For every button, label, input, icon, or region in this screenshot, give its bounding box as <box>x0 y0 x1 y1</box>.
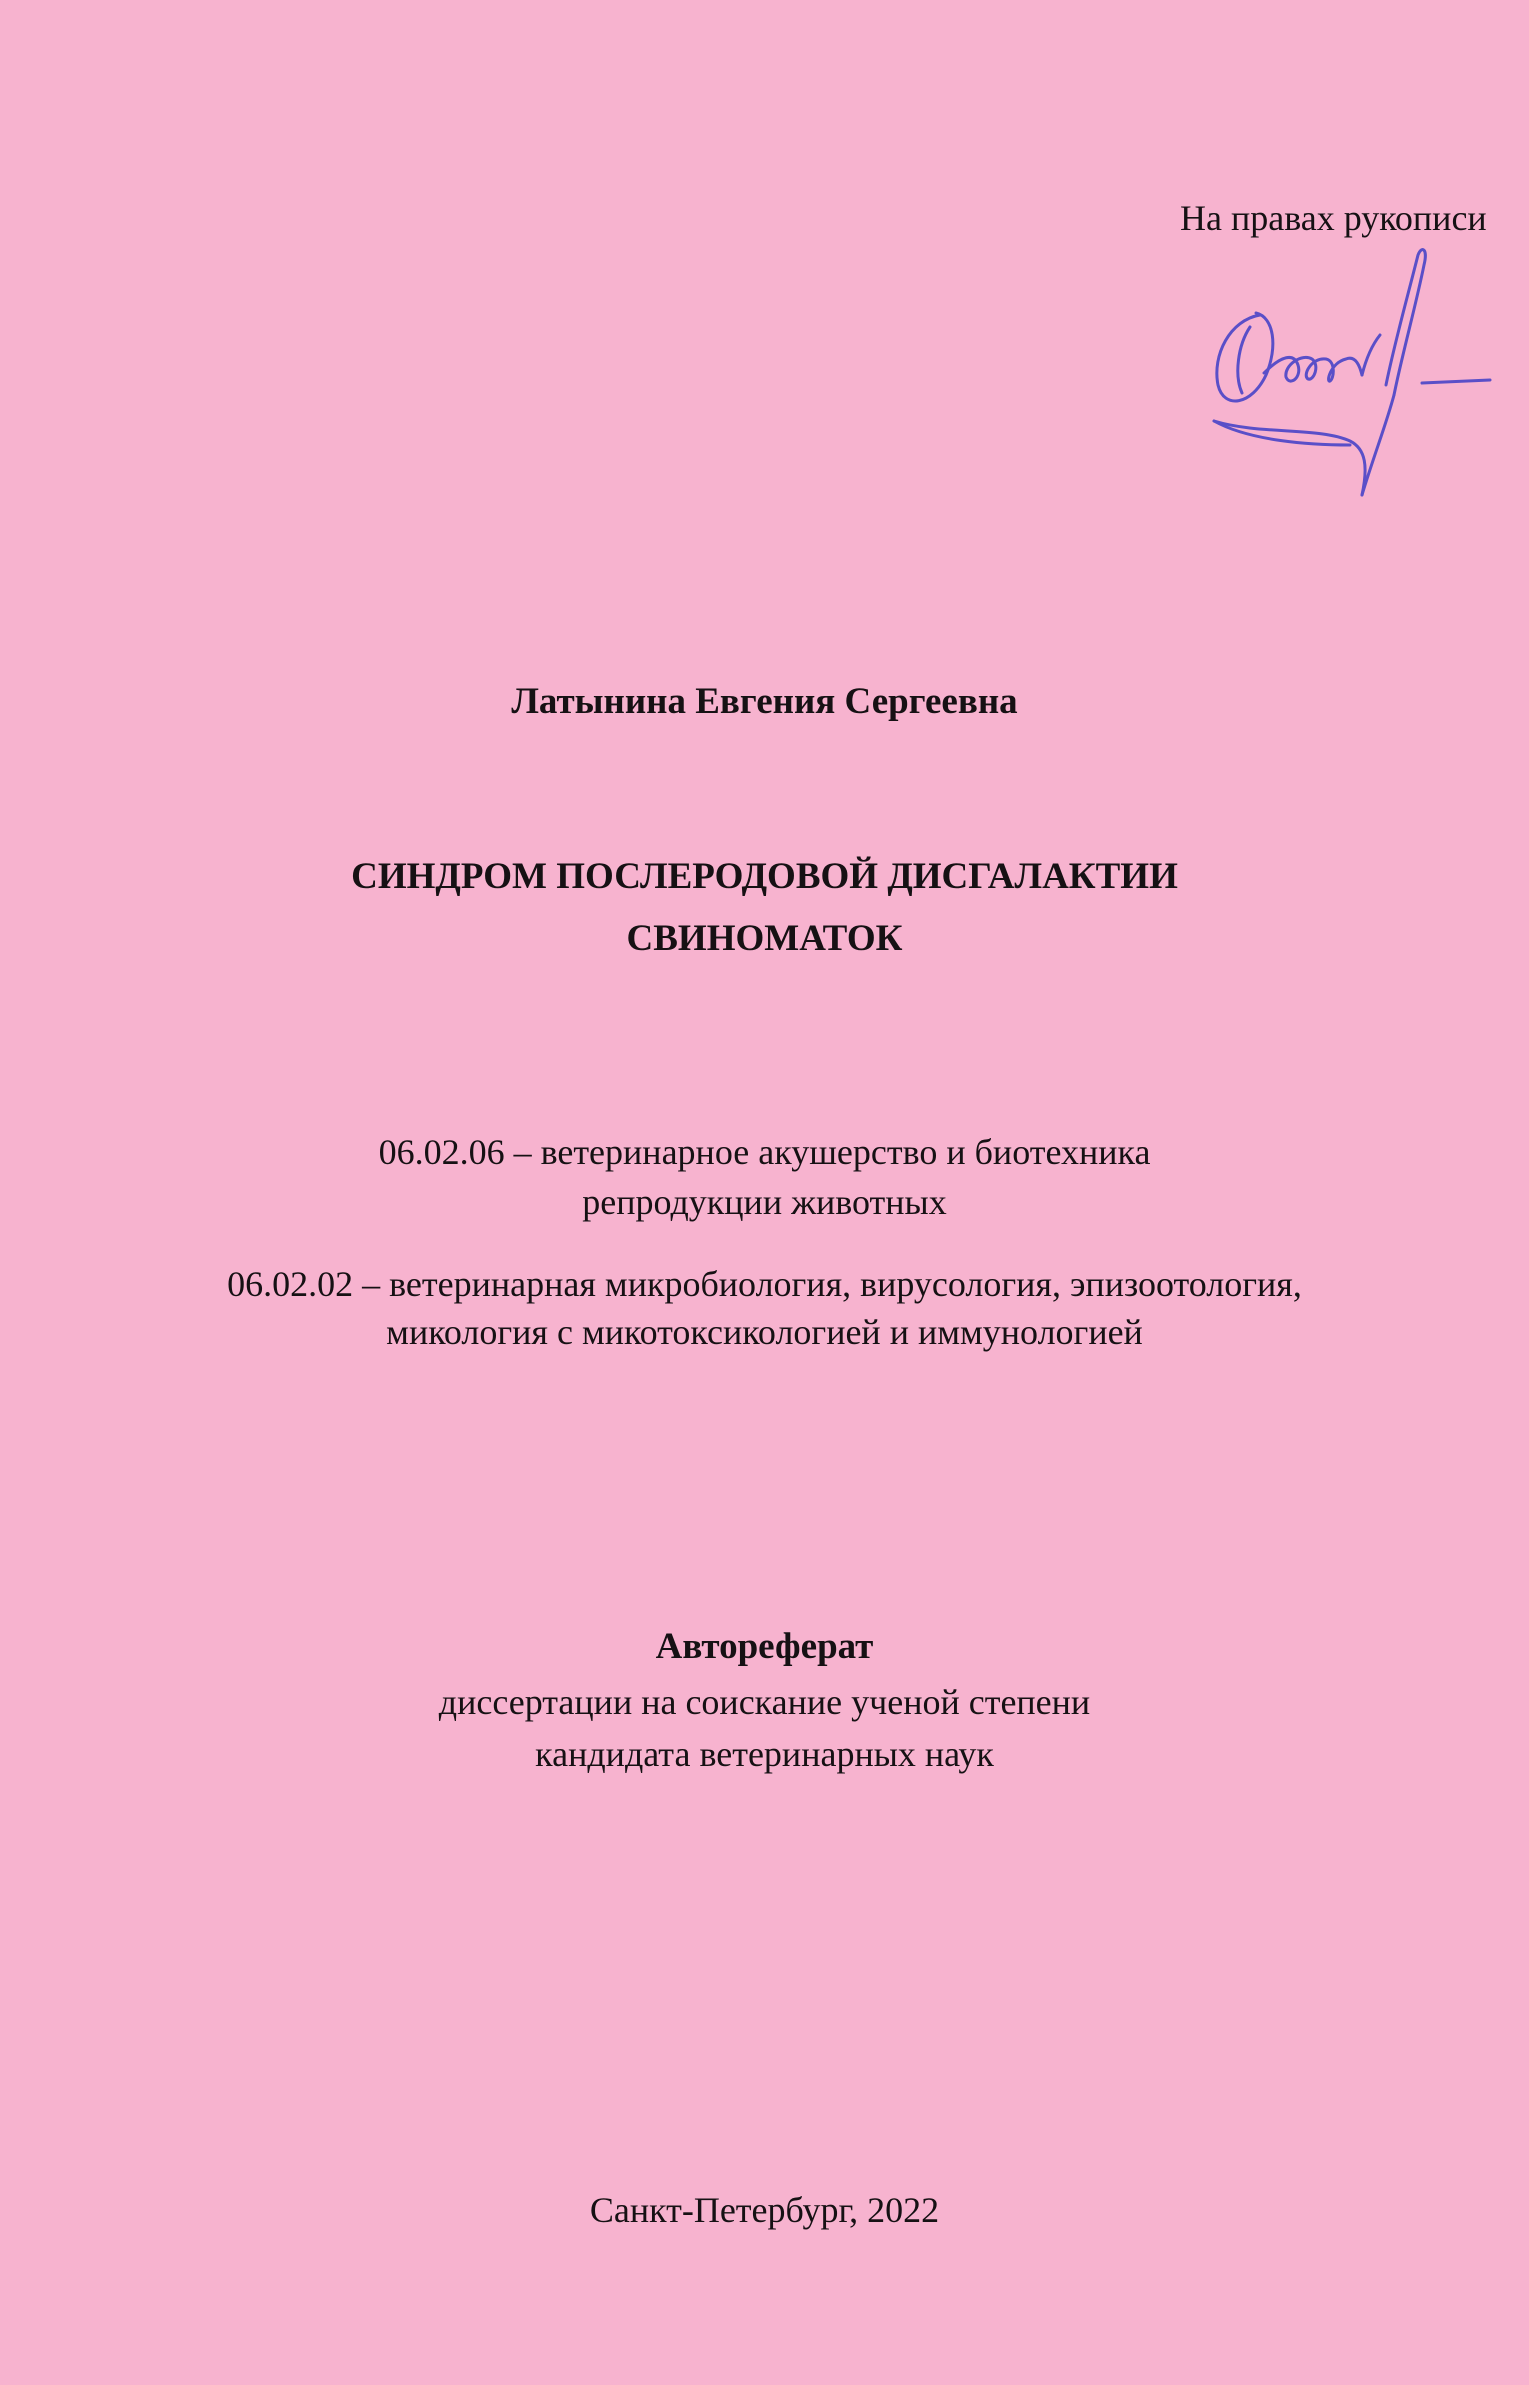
abstract-line-1: диссертации на соискание ученой степени <box>438 1682 1091 1722</box>
title-line-1: СИНДРОМ ПОСЛЕРОДОВОЙ ДИСГАЛАКТИИ <box>351 856 1178 897</box>
abstract-heading: Автореферат <box>655 1626 874 1667</box>
specialty-2-line-1: 06.02.02 – ветеринарная микробиология, вирусология, эпизоотология, <box>227 1264 1302 1304</box>
rights-note: На правах рукописи <box>1180 198 1487 238</box>
specialty-2-line-2: микология с микотоксикологией и иммунологией <box>386 1312 1143 1352</box>
signature-icon <box>1190 235 1510 515</box>
specialty-1-line-1: 06.02.06 – ветеринарное акушерство и биотехника <box>378 1132 1151 1172</box>
specialty-1-line-2: репродукции животных <box>582 1182 947 1222</box>
abstract-line-2: кандидата ветеринарных наук <box>535 1734 994 1774</box>
author-name: Латынина Евгения Сергеевна <box>511 681 1018 722</box>
city-year: Санкт-Петербург, 2022 <box>589 2190 940 2230</box>
title-line-2: СВИНОМАТОК <box>626 918 903 959</box>
